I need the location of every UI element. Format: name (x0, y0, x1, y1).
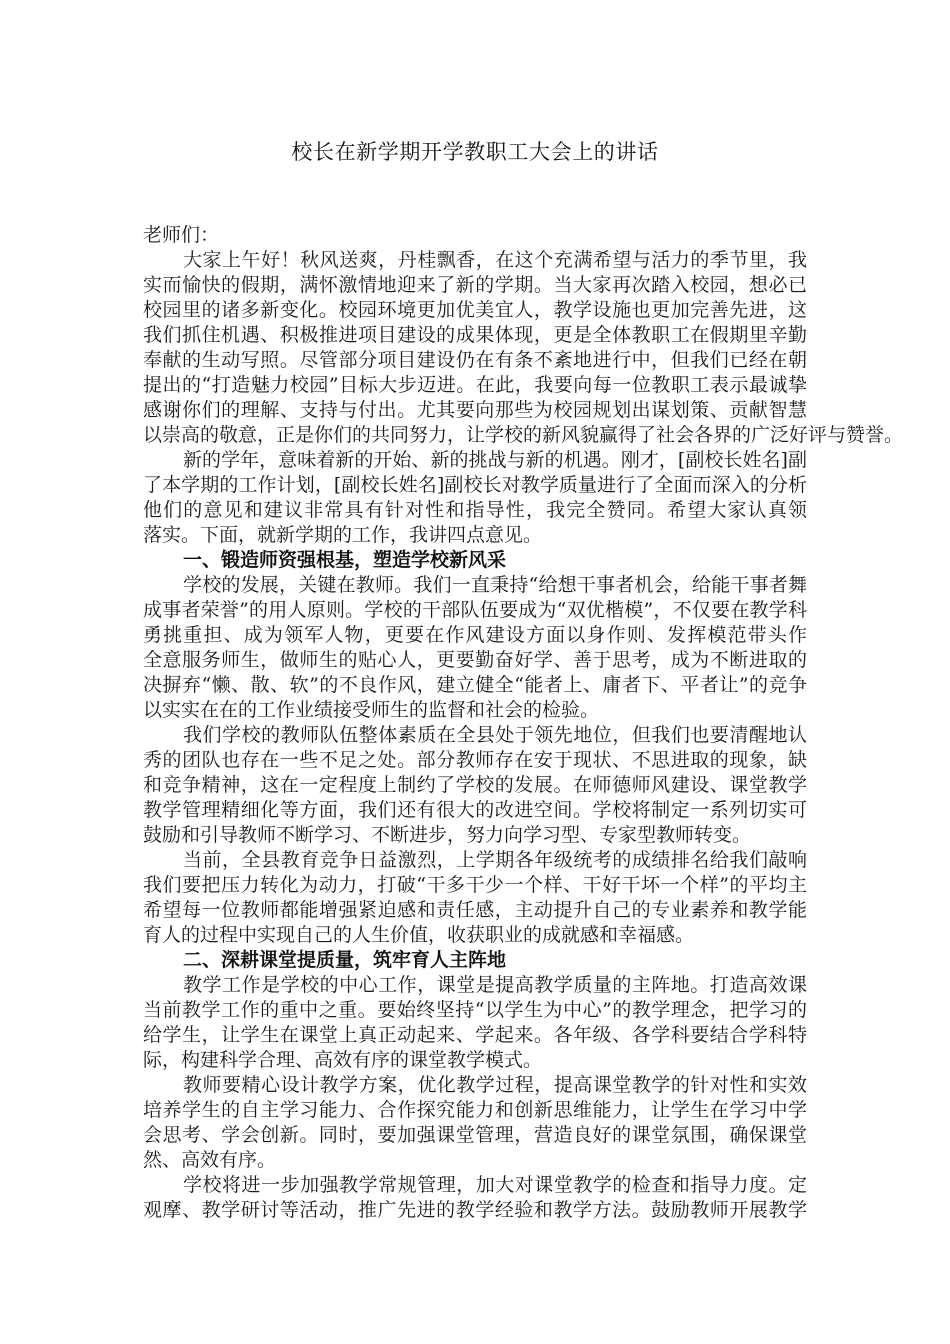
paragraph (143, 723, 807, 848)
paragraph-line: 秀的团队也存在一些不足之处。部分教师存在安于现状、不思进取的现象，缺 (143, 749, 807, 771)
paragraph-line: 成事者荣誉”的用人原则。学校的干部队伍要成为“双优楷模”，不仅要在教学科 (143, 599, 807, 621)
paragraph (143, 448, 807, 548)
paragraph-line: 和竞争精神，这在一定程度上制约了学校的发展。在师德师风建设、课堂教学 (143, 774, 807, 796)
paragraph (143, 1073, 807, 1173)
paragraph-line: 他们的意见和建议非常具有针对性和指导性，我完全赞同。希望大家认真领 (143, 499, 807, 521)
paragraph-line: 会思考、学会创新。同时，要加强课堂管理，营造良好的课堂氛围，确保课堂 (143, 1124, 807, 1146)
paragraph-line: 学校的发展，关键在教师。我们一直秉持“给想干事者机会，给能干事者舞 (183, 574, 807, 596)
paragraph (143, 848, 807, 948)
paragraph-line: 培养学生的自主学习能力、合作探究能力和创新思维能力，让学生在学习中学 (143, 1099, 807, 1121)
paragraph-line: 我们要把压力转化为动力，打破“干多干少一个样、干好干坏一个样”的平均主 (143, 874, 807, 896)
paragraph-line: 希望每一位教师都能增强紧迫感和责任感，主动提升自己的专业素养和教学能 (143, 899, 807, 921)
paragraph (143, 573, 807, 723)
paragraph-line: 实而愉快的假期，满怀激情地迎来了新的学期。当大家再次踏入校园，想必已 (143, 274, 807, 296)
paragraph-line: 奉献的生动写照。尽管部分项目建设仍在有条不紊地进行中，但我们已经在朝 (143, 349, 807, 371)
paragraph-line: 观摩、教学研讨等活动，推广先进的教学经验和教学方法。鼓励教师开展教学 (143, 1199, 807, 1221)
paragraph-line: 教学管理精细化等方面，我们还有很大的改进空间。学校将制定一系列切实可 (143, 799, 807, 821)
paragraph (143, 973, 807, 1073)
paragraph-line: 决摒弃“懒、散、软”的不良作风，建立健全“能者上、庸者下、平者让”的竞争 (143, 674, 807, 696)
paragraph (143, 248, 904, 448)
paragraph-line: 校园里的诸多新变化。校园环境更加优美宜人，教学设施也更加完善先进，这 (143, 299, 807, 321)
paragraph-line: 鼓励和引导教师不断学习、不断进步，努力向学习型、专家型教师转变。 (143, 824, 752, 846)
paragraph-line: 以实实在在的工作业绩接受师生的监督和社会的检验。 (143, 699, 600, 721)
paragraph-line: 教师要精心设计教学方案，优化教学过程，提高课堂教学的针对性和实效 (183, 1074, 807, 1096)
paragraph-line: 提出的“打造魅力校园”目标大步迈进。在此，我要向每一位教职工表示最诚挚 (143, 374, 807, 396)
section-heading: 一、锻造师资强根基，塑造学校新风采 (183, 549, 507, 571)
document-title: 校长在新学期开学教职工大会上的讲话 (291, 140, 659, 164)
paragraph-line: 教学工作是学校的中心工作，课堂是提高教学质量的主阵地。打造高效课 (183, 974, 807, 996)
paragraph-line: 感谢你们的理解、支持与付出。尤其要向那些为校园规划出谋划策、贡献智慧 (143, 399, 807, 421)
paragraph-line: 给学生，让学生在课堂上真正动起来、学起来。各年级、各学科要结合学科特 (143, 1024, 807, 1046)
paragraph-line: 新的学年，意味着新的开始、新的挑战与新的机遇。刚才，[副校长姓名]副 (183, 449, 807, 471)
salutation: 老师们： (143, 224, 220, 246)
paragraph-line: 勇挑重担、成为领军人物，更要在作风建设方面以身作则、发挥模范带头作 (143, 624, 807, 646)
paragraph (143, 1173, 807, 1223)
paragraph-line: 以崇高的敬意，正是你们的共同努力，让学校的新风貌赢得了社会各界的广泛好评与赞誉。 (143, 424, 904, 446)
paragraph-line: 学校将进一步加强教学常规管理，加大对课堂教学的检查和指导力度。定 (183, 1174, 807, 1196)
paragraph-line: 落实。下面，就新学期的工作，我讲四点意见。 (143, 524, 543, 546)
paragraph-line: 当前，全县教育竞争日益激烈，上学期各年级统考的成绩排名给我们敲响 (183, 849, 807, 871)
paragraph-line: 了本学期的工作计划，[副校长姓名]副校长对教学质量进行了全面而深入的分析 (143, 474, 807, 496)
paragraph-line: 际，构建科学合理、高效有序的课堂教学模式。 (143, 1049, 543, 1071)
paragraph-line: 我们抓住机遇、积极推进项目建设的成果体现，更是全体教职工在假期里辛勤 (143, 324, 807, 346)
paragraph-line: 大家上午好！秋风送爽，丹桂飘香，在这个充满希望与活力的季节里，我 (183, 249, 807, 271)
document-body (143, 223, 904, 1223)
paragraph-line: 全意服务师生，做师生的贴心人，更要勤奋好学、善于思考，成为不断进取的 (143, 649, 807, 671)
paragraph-line: 育人的过程中实现自己的人生价值，收获职业的成就感和幸福感。 (143, 924, 695, 946)
section-heading: 二、深耕课堂提质量，筑牢育人主阵地 (183, 949, 507, 971)
paragraph-line: 然、高效有序。 (143, 1149, 277, 1171)
paragraph-line: 我们学校的教师队伍整体素质在全县处于领先地位，但我们也要清醒地认 (183, 724, 807, 746)
paragraph-line: 当前教学工作的重中之重。要始终坚持“以学生为中心”的教学理念，把学习的 (143, 999, 807, 1021)
